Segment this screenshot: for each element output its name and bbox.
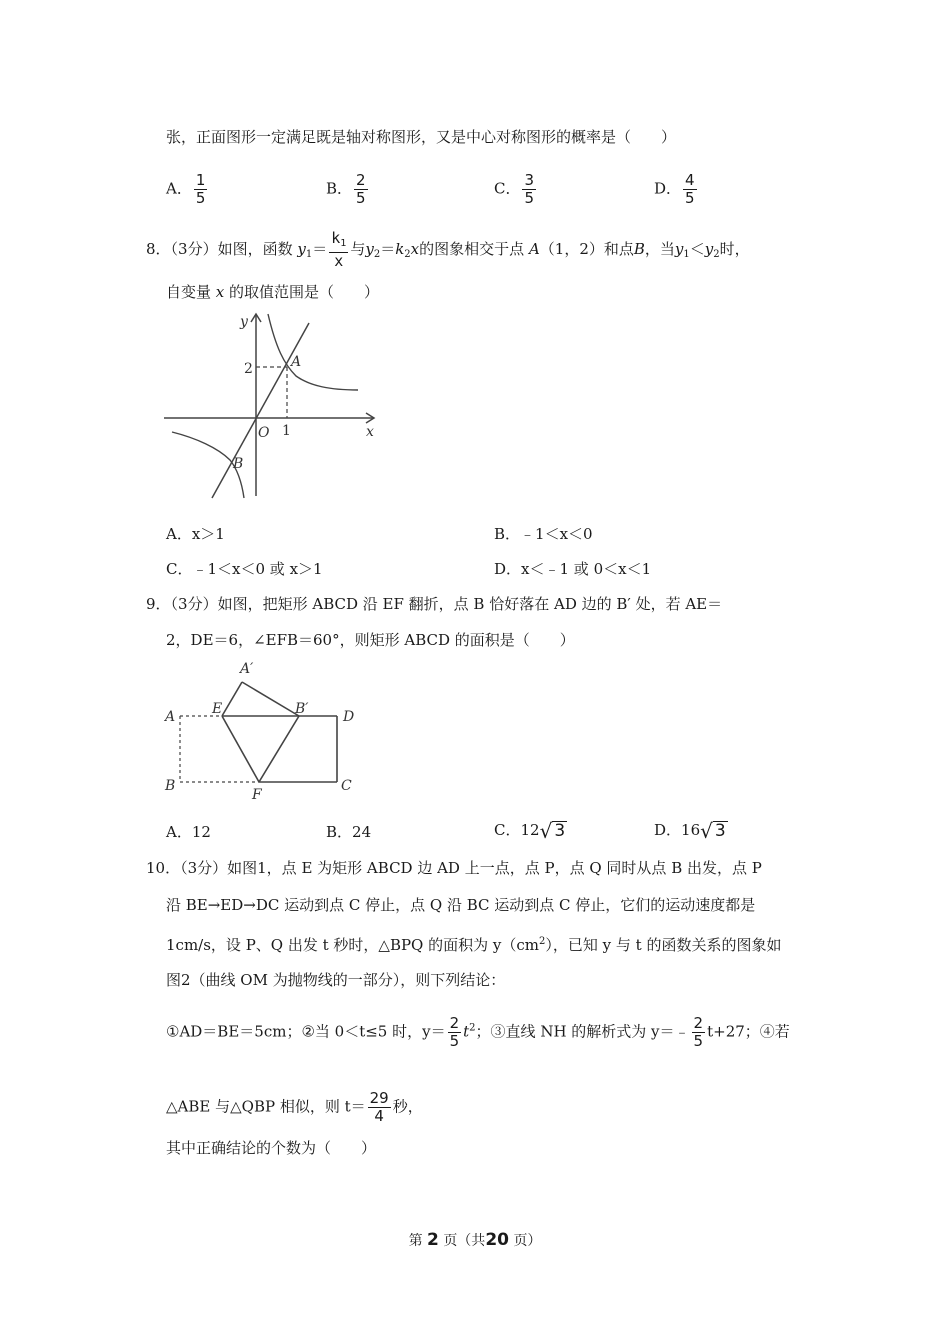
q10-stem-line6: △ABE 与△QBP 相似，则 t＝ $\frac{29}{4}$ 秒， xyxy=(166,1089,423,1125)
tick-label-x: 1 xyxy=(282,423,291,439)
line-y2 xyxy=(212,323,309,498)
total-pages: 20 xyxy=(485,1230,509,1250)
edge-a-prime-b-prime xyxy=(242,682,299,716)
fraction: $\frac{4}{5}$ xyxy=(685,171,695,207)
fraction: $\frac{3}{5}$ xyxy=(524,171,535,207)
q9-stem-line2: 2，DE＝6，∠EFB＝60°，则矩形 ABCD 的面积是（ ） xyxy=(166,631,575,649)
q8-figure xyxy=(160,308,390,508)
fraction: $\frac{2}{5}$ xyxy=(449,1014,460,1050)
q8-stem-line1: 8．（3分）如图，函数 $y_1=$ $\frac{k_1}{x}$ 与$y_2=k_2x$的图象相交于点 A（1，2）和点B，当$y_1<y_2$时， xyxy=(146,229,750,270)
fraction-k1-over-x: $\frac{k_1}{x}$ xyxy=(331,229,347,270)
q10-stem-line3: 1cm/s，设 P、Q 出发 t 秒时，△BPQ 的面积为 $y(cm^2)$，已知 y 与 t 的函数关系的图象如 xyxy=(166,936,782,954)
point-a-label: A xyxy=(291,354,302,370)
fraction: $\frac{29}{4}$ xyxy=(369,1089,389,1125)
q10-stem-line2: 沿 BE→ED→DC 运动到点 C 停止，点 Q 沿 BC 运动到点 C 停止，它们的运动速度都是 xyxy=(166,896,756,914)
fraction: $\frac{2}{5}$ xyxy=(693,1014,704,1050)
q8-option-a[interactable]: A．x＞1 xyxy=(166,525,225,543)
page-footer: 第 2 页（共20 页） xyxy=(408,1230,542,1250)
q9-option-d[interactable]: D．16 √ 3 xyxy=(654,819,726,843)
q8-option-c[interactable]: C．﹣1＜x＜0 或 x＞1 xyxy=(166,560,323,578)
label-d: D xyxy=(343,709,355,725)
q10-stem-line4: 图2（曲线 OM 为抛物线的一部分），则下列结论： xyxy=(166,971,506,989)
q10-stem-line7: 其中正确结论的个数为（ ） xyxy=(166,1139,377,1157)
q7-option-b[interactable] xyxy=(326,172,370,207)
tick-label-y: 2 xyxy=(244,361,253,377)
square-root: √ 3 xyxy=(700,819,726,843)
q10-stem-line5: ①AD＝BE＝5cm；②当 0＜t≤5 时，y＝ $\frac{2}{5}$ $t^2$；③直线 NH 的解析式为 y＝﹣ $\frac{2}{5}$ t+27；④若 xyxy=(166,1014,790,1050)
edge-ef xyxy=(222,716,259,782)
current-page: 2 xyxy=(427,1230,439,1250)
q7-option-d[interactable] xyxy=(654,172,699,207)
hyperbola-branch-upper xyxy=(268,314,358,390)
label-c: C xyxy=(341,778,352,794)
label-e: E xyxy=(212,701,223,717)
q7-option-a[interactable] xyxy=(166,172,209,207)
point-b-label: B xyxy=(233,456,244,472)
q9-figure xyxy=(160,656,370,801)
fraction: $\frac{2}{5}$ xyxy=(356,171,366,207)
option-label: D． xyxy=(654,179,682,198)
q8-option-b[interactable]: B．﹣1＜x＜0 xyxy=(494,525,593,543)
edge-ea-prime xyxy=(222,682,242,716)
label-b-prime: B′ xyxy=(295,701,309,717)
label-f: F xyxy=(252,787,262,803)
q7-stem-tail: 张，正面图形一定满足既是轴对称图形，又是中心对称图形的概率是（ ） xyxy=(166,128,677,146)
q7-option-c[interactable] xyxy=(494,172,538,207)
label-b: B xyxy=(165,778,176,794)
label-a: A xyxy=(165,709,176,725)
q9-option-a[interactable]: A．12 xyxy=(166,823,211,841)
label-a-prime: A′ xyxy=(240,661,254,677)
y-axis-label: y xyxy=(240,314,248,330)
fraction: $\frac{1}{5}$ xyxy=(195,171,206,207)
origin-label: O xyxy=(258,425,270,441)
q8-option-d[interactable]: D．x＜﹣1 或 0＜x＜1 xyxy=(494,560,652,578)
q10-stem-line1: 10．（3分）如图1，点 E 为矩形 ABCD 边 AD 上一点，点 P，点 Q 同时从点 B 出发，点 P xyxy=(146,859,762,877)
option-label: B． xyxy=(326,179,353,198)
q9-option-b[interactable]: B．24 xyxy=(326,823,372,841)
option-label: C． xyxy=(494,179,521,198)
edge-b-prime-f xyxy=(259,716,299,782)
q9-stem-line1: 9．（3分）如图，把矩形 ABCD 沿 EF 翻折，点 B 恰好落在 AD 边的 B′ 处，若 AE＝ xyxy=(146,595,723,613)
x-axis-label: x xyxy=(366,424,374,440)
q9-option-c[interactable]: C．12 √ 3 xyxy=(494,819,566,843)
q8-stem-line2: 自变量 x 的取值范围是（ ） xyxy=(166,283,380,301)
option-label: A． xyxy=(166,179,192,198)
square-root: √ 3 xyxy=(539,819,566,843)
